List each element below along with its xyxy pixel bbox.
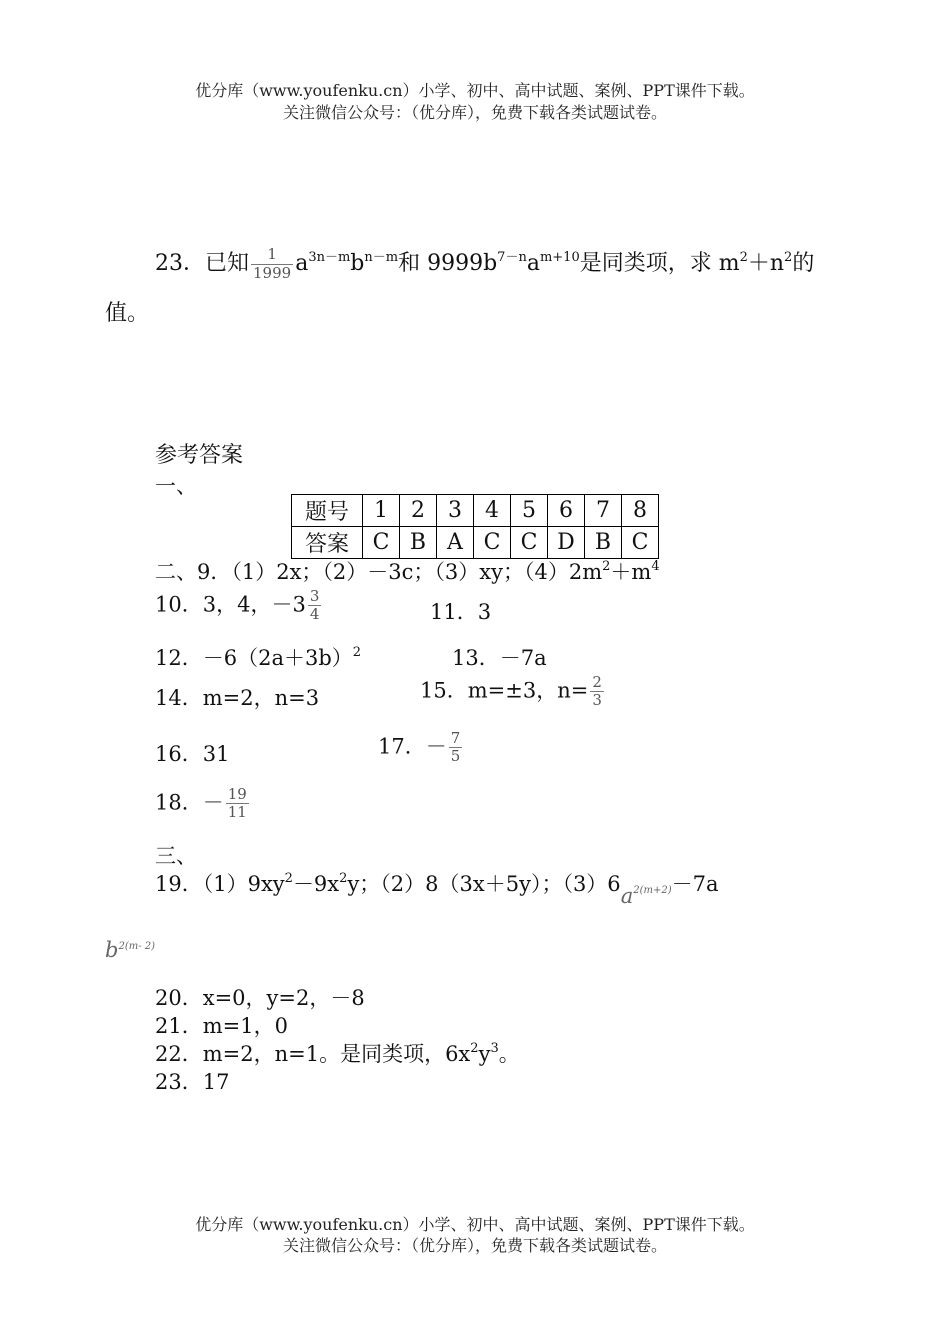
q23-end: 的 — [792, 251, 815, 276]
a17-frac-num: 7 — [450, 729, 461, 747]
a17-text: 17．－ — [378, 734, 447, 759]
q23-b2-exp: 7－n — [497, 250, 527, 265]
a18-frac-num: 19 — [227, 785, 247, 803]
question-23 — [155, 246, 814, 282]
a19-t2: －9x — [292, 872, 340, 896]
answer-17 — [378, 730, 464, 766]
table-header-cell: 题号 — [292, 495, 363, 527]
q23-tail: 是同类项，求 m — [579, 251, 740, 276]
a9-mid: ＋m — [610, 560, 652, 584]
table-cell: 1 — [363, 495, 400, 527]
table-cell: 3 — [437, 495, 474, 527]
section-1-label: 一、 — [155, 474, 197, 498]
q23-a-exp: 3n－m — [308, 250, 351, 265]
q23-fraction — [251, 246, 293, 282]
a19-a-base: a — [620, 884, 634, 908]
footer-line-2: 关注微信公众号：（优分库），免费下载各类试题试卷。 — [282, 1236, 667, 1255]
q23-plus: ＋n — [747, 251, 785, 276]
answers-title: 参考答案 — [155, 443, 244, 468]
a19-b-exp: 2(m- 2) — [118, 941, 156, 952]
table-cell: C — [511, 527, 548, 559]
q23-a2: a — [526, 251, 540, 276]
q23-b: b — [350, 251, 365, 276]
a18-fraction — [226, 786, 249, 822]
a12-text: 12．－6（2a＋3b） — [155, 646, 353, 670]
a17-fraction — [449, 730, 463, 766]
footer-line-1: 优分库（www.youfenku.cn）小学、初中、高中试题、案例、PPT课件下载。 — [195, 1215, 755, 1234]
q23-m-exp: 2 — [739, 250, 748, 265]
table-cell: C — [363, 527, 400, 559]
a9-exp-2: 4 — [651, 559, 660, 574]
header-line-2: 关注微信公众号：（优分库），免费下载各类试题试卷。 — [282, 103, 667, 122]
a19-t3: y；（2）8（3x＋5y）；（3）6 — [347, 872, 621, 896]
table-cell: B — [585, 527, 622, 559]
q23-frac-num: 1 — [251, 246, 293, 264]
a19-t4: －7a — [671, 872, 719, 896]
answer-13: 13．－7a — [452, 646, 547, 670]
q23-b-exp: n－m — [364, 250, 399, 265]
a12-exp: 2 — [352, 645, 362, 660]
a18-frac-den: 11 — [227, 803, 247, 822]
a22-t3: 。 — [498, 1042, 520, 1066]
answer-10 — [155, 588, 323, 624]
a22-text: 22．m=2，n=1。是同类项，6x — [155, 1042, 471, 1066]
a19-b-base: b — [105, 938, 119, 962]
a15-fraction — [590, 674, 604, 710]
a19-exp-2: 2 — [339, 871, 348, 886]
table-cell: C — [622, 527, 659, 559]
answer-16: 16．31 — [155, 742, 230, 766]
table-cell: B — [400, 527, 437, 559]
a17-frac-den: 5 — [450, 747, 461, 766]
answer-12 — [155, 642, 361, 672]
a10-frac-num: 3 — [309, 587, 320, 605]
answer-11: 11．3 — [430, 600, 492, 624]
answer-19 — [155, 868, 719, 908]
a15-frac-num: 2 — [592, 673, 602, 691]
table-cell: 7 — [585, 495, 622, 527]
a15-text: 15．m= — [420, 678, 506, 703]
answer-20: 20．x=0，y=2，－8 — [155, 986, 365, 1010]
table-cell: 8 — [622, 495, 659, 527]
a9-exp-1: 2 — [602, 559, 611, 574]
a9-text: 二、9．（1）2x；（2）－3c；（3）xy；（4）2m — [155, 560, 603, 584]
q23-mid: 和 9999b — [398, 251, 498, 276]
a15-frac-den: 3 — [592, 691, 602, 710]
answer-23: 23．17 — [155, 1070, 230, 1094]
q23-a: a — [295, 251, 309, 276]
q23-a2-exp: m+10 — [539, 250, 580, 265]
header-line-1: 优分库（www.youfenku.cn）小学、初中、高中试题、案例、PPT课件下载。 — [195, 81, 755, 100]
a19-a-exp: 2(m+2) — [633, 885, 672, 896]
table-cell: 5 — [511, 495, 548, 527]
table-cell: A — [437, 527, 474, 559]
answer-21: 21．m=1，0 — [155, 1014, 288, 1038]
a22-exp-2: 3 — [490, 1041, 499, 1056]
table-cell: D — [548, 527, 585, 559]
answer-9 — [155, 556, 660, 586]
question-23-line-2: 值。 — [105, 301, 150, 326]
table-row-answers — [292, 527, 659, 559]
table-header-cell: 答案 — [292, 527, 363, 559]
a22-exp-1: 2 — [470, 1041, 479, 1056]
table-row-numbers — [292, 495, 659, 527]
answer-19-line-2 — [105, 938, 155, 962]
a15-pm: ±3，n= — [505, 678, 589, 703]
table-cell: 2 — [400, 495, 437, 527]
q23-frac-den: 1999 — [253, 263, 292, 282]
answer-22 — [155, 1038, 520, 1068]
a10-fraction — [308, 588, 322, 624]
q23-n-exp: 2 — [784, 250, 793, 265]
q23-number: 23．已知 — [155, 251, 249, 276]
table-cell: C — [474, 527, 511, 559]
a19-text: 19．（1）9xy — [155, 872, 285, 896]
a18-text: 18．－ — [155, 790, 224, 815]
answer-table — [291, 494, 659, 559]
answer-15 — [420, 674, 606, 710]
a10-text: 10．3，4，－3 — [155, 592, 306, 617]
answer-14: 14．m=2，n=3 — [155, 686, 320, 710]
table-cell: 4 — [474, 495, 511, 527]
a19-exp-1: 2 — [284, 871, 293, 886]
section-3-label: 三、 — [155, 844, 197, 868]
table-cell: 6 — [548, 495, 585, 527]
a22-t2: y — [478, 1042, 491, 1066]
a10-frac-den: 4 — [309, 605, 320, 624]
answer-18 — [155, 786, 251, 822]
